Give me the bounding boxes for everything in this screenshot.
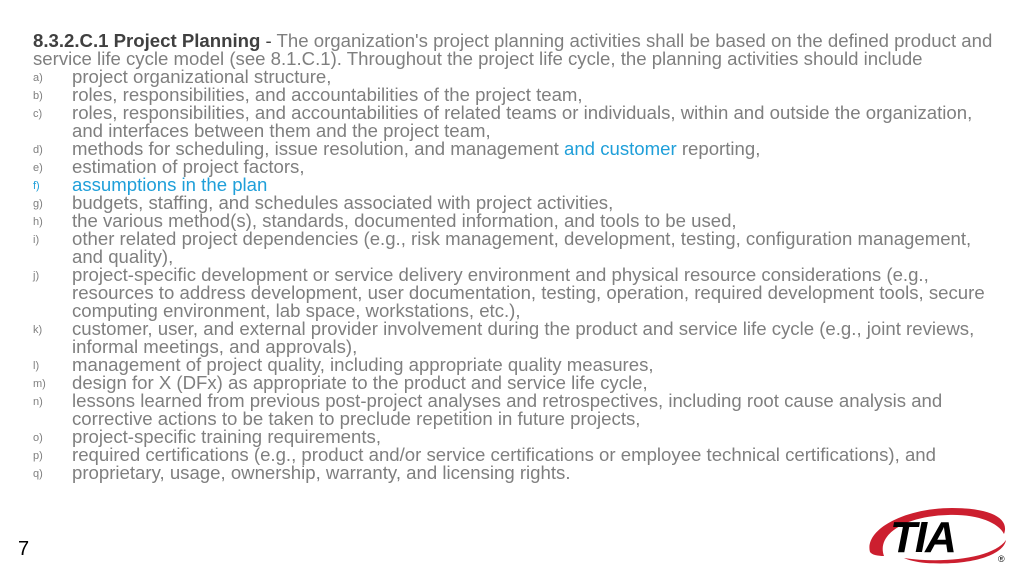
list-item-text: other related project dependencies (e.g., risk management, development, testing, configuration management, and quality), [72,228,972,267]
list-item-text: management of project quality, including appropriate quality measures, [72,354,654,375]
page-number: 7 [18,538,30,560]
list-marker: p) [33,450,43,462]
list-item [33,104,993,140]
section-intro-text: The organization's project planning activities shall be based on the defined product and service life cycle model (see 8.1.C.1). Throughout the project life cycle, the planning activities should include [33,30,993,69]
list-marker: h) [33,216,43,228]
list-item [33,230,993,266]
list-marker: d) [33,144,43,156]
list-item-text: required certifications (e.g., product and/or service certifications or employee technical certifications), and [72,444,936,465]
heading-separator: - [260,30,277,51]
section-intro [33,32,993,68]
list-item-text: roles, responsibilities, and accountabilities of related teams or individuals, within and outside the organization, and interfaces between them and the project team, [72,102,973,141]
list-item-text: lessons learned from previous post-project analyses and retrospectives, including root cause analysis and corrective actions to be taken to preclude repetition in future projects, [72,390,943,429]
list-marker: n) [33,396,43,408]
list-marker: a) [33,72,43,84]
planning-activities-list [33,68,993,482]
list-marker: i) [33,234,40,246]
list-item-text: design for X (DFx) as appropriate to the product and service life cycle, [72,372,648,393]
list-marker: e) [33,162,43,174]
list-marker: k) [33,324,43,336]
list-item-text: proprietary, usage, ownership, warranty, and licensing rights. [72,462,571,483]
list-marker: m) [33,378,46,390]
list-item [33,266,993,320]
logo-letters: TIA [890,513,955,562]
list-marker: g) [33,198,43,210]
highlighted-text: and customer [564,138,677,159]
section-heading: 8.3.2.C.1 Project Planning [33,30,261,51]
list-item-text: the various method(s), standards, documented information, and tools to be used, [72,210,737,231]
list-item-text: project-specific development or service delivery environment and physical resource considerations (e.g., resources to address development, user documentation, testing, operation, required development tools, secure computing environment, lab space, workstations, etc.), [72,264,985,321]
list-item-text: assumptions in the plan [72,174,268,195]
registered-mark: ® [998,554,1005,564]
list-item-text: project-specific training requirements, [72,426,381,447]
document-body [33,32,993,482]
list-marker: b) [33,90,43,102]
list-marker: l) [33,360,40,372]
list-item [33,464,993,482]
list-marker: q) [33,468,43,480]
list-marker: f) [33,180,40,192]
list-item-text-after: reporting, [676,138,761,159]
list-item-text-before: methods for scheduling, issue resolution, and management [72,138,564,159]
list-item-text: budgets, staffing, and schedules associated with project activities, [72,192,614,213]
tia-logo [864,500,1014,566]
list-item [33,392,993,428]
list-item-text: project organizational structure, [72,66,332,87]
list-marker: c) [33,108,43,120]
list-item-text: customer, user, and external provider involvement during the product and service life cycle (e.g., joint reviews, informal meetings, and approvals), [72,318,975,357]
list-item-text: estimation of project factors, [72,156,305,177]
list-marker: j) [33,270,40,282]
list-item [33,320,993,356]
list-item-text: roles, responsibilities, and accountabilities of the project team, [72,84,583,105]
list-marker: o) [33,432,43,444]
